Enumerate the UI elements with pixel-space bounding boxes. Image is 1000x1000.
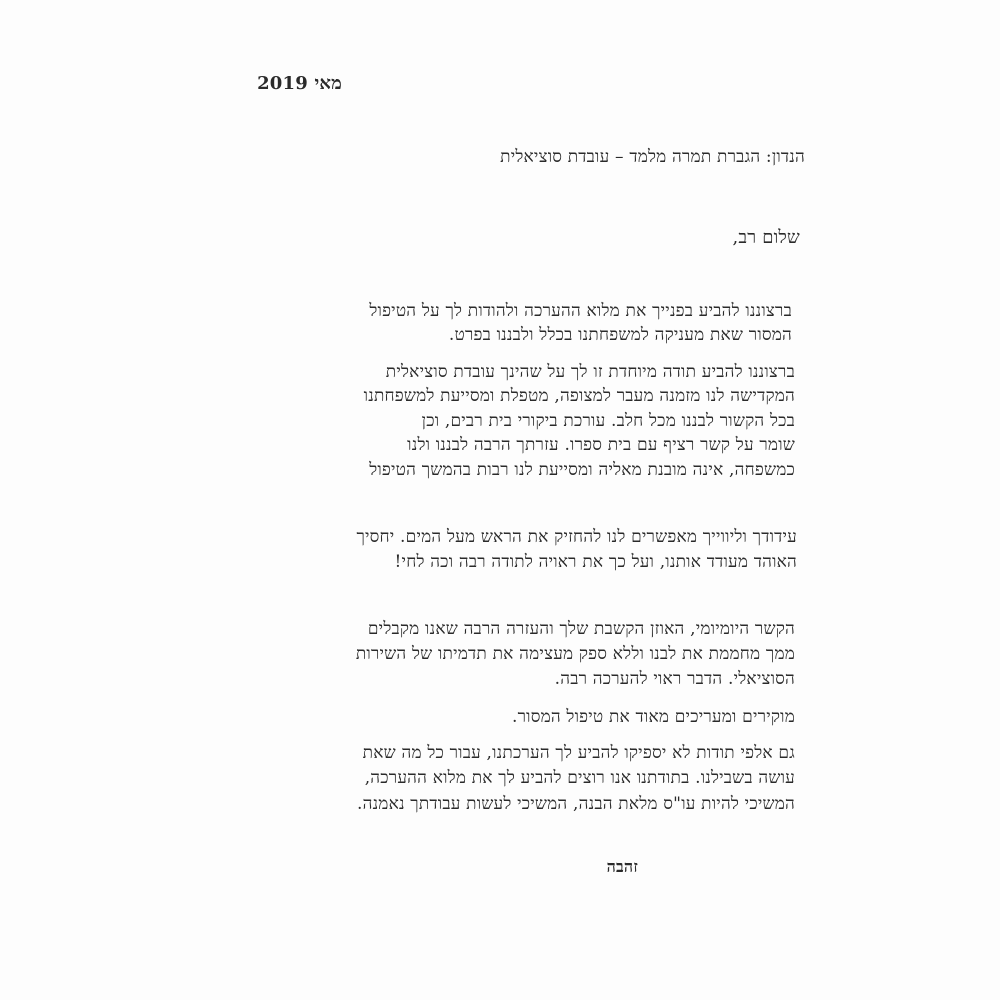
paragraph-4-line-1: הקשר היומיומי, האוזן הקשבת שלך והעזרה הרבה שאנו מקבלים [367,619,795,639]
paragraph-2-line-4: שומר על קשר רציף עם בית ספרו. עזרתך הרבה לבננו ולנו [407,435,795,455]
paragraph-6-line-1: גם אלפי תודות לא יספיקו להביע לך הערכתנו, עבור כל מה שאת [362,743,795,763]
paragraph-2-line-1: ברצוננו להביע תודה מיוחדת זו לך על שהינך עובדת סוציאלית [385,362,795,382]
letter-date: מאי 2019 [257,73,342,94]
letter-subject: הנדון: הגברת תמרה מלמד – עובדת סוציאלית [500,147,805,167]
paragraph-3-line-2: האוהד מעודד אותנו, ועל כך את ראויה לתודה רבה וכה לחי! [394,552,797,572]
paragraph-3-line-1: עידודך וליווייך מאפשרים לנו להחזיק את הראש מעל המים. יחסיך [356,527,797,547]
paragraph-6-line-2: עושה בשבילנו. בתודתנו אנו רוצים להביע לך את מלוא ההערכה, [364,768,795,788]
paragraph-1-line-1: ברצוננו להביע בפנייך את מלוא ההערכה ולהודות לך על הטיפול [369,301,792,321]
paragraph-2-line-2: המקדישה לנו מזמנה מעבר למצופה, מטפלת ומסייעת למשפחתנו [363,386,795,406]
letter-greeting: שלום רב, [732,227,800,248]
paragraph-2-line-3: בכל הקשור לבננו מכל חלב. עורכת ביקורי בית רבים, וכן [421,411,795,431]
paragraph-4-line-2: ממך מחממת את לבנו וללא ספק מעצימה את תדמיתו של השירות [355,644,795,664]
paragraph-4-line-3: הסוציאלי. הדבר ראוי להערכה רבה. [554,669,795,689]
letter-signature: זהבה [606,857,638,876]
paragraph-6-line-3: המשיכי להיות עו"ס מלאת הבנה, המשיכי לעשות עבודתך נאמנה. [356,794,795,814]
paragraph-1-line-2: המסור שאת מעניקה למשפחתנו בכלל ולבננו בפרט. [448,325,792,345]
paragraph-2-line-5: כמשפחה, אינה מובנת מאליה ומסייעת לנו רבות בהמשך הטיפול [369,460,795,480]
paragraph-5-line-1: מוקירים ומעריכים מאוד את טיפול המסור. [512,707,795,727]
